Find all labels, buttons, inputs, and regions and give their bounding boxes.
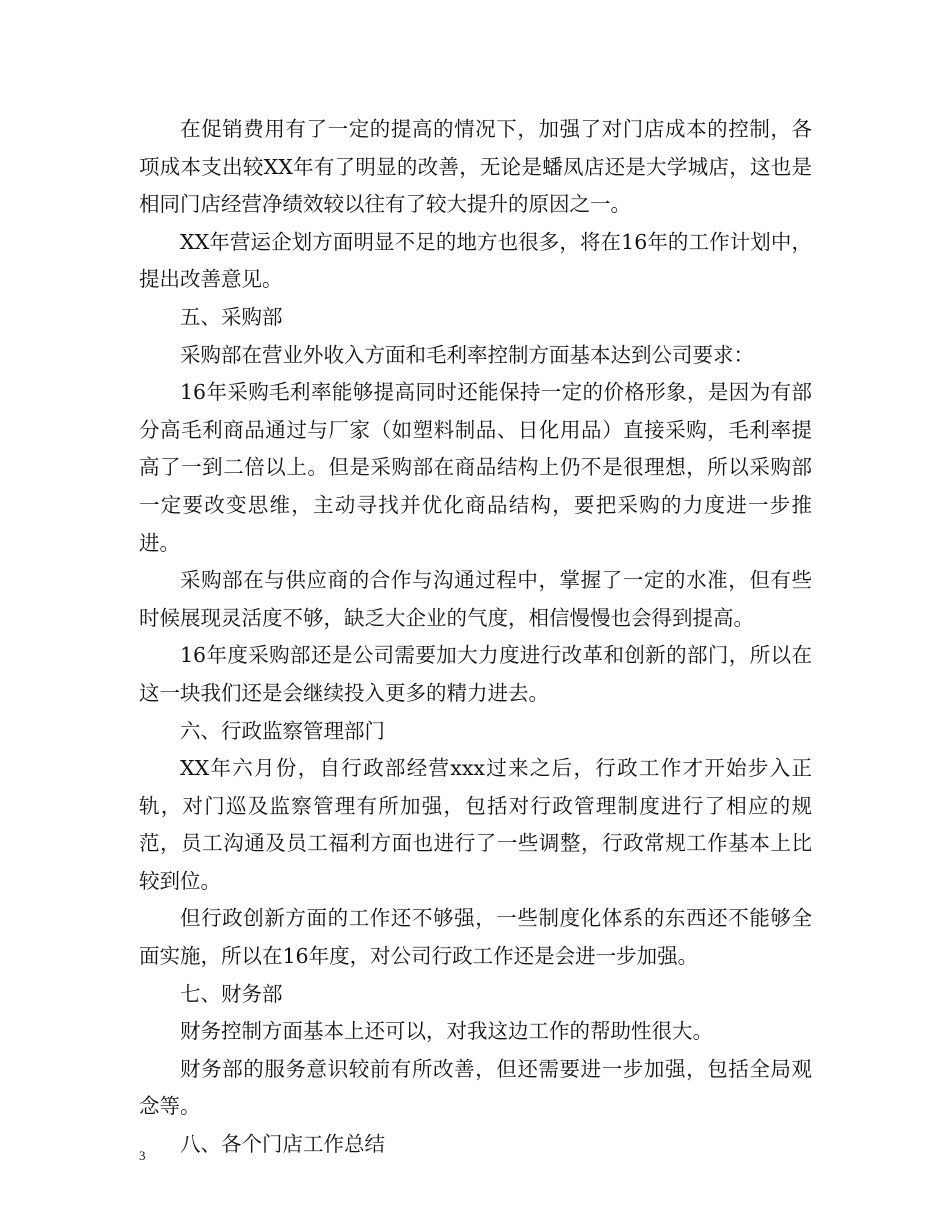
page-number: 3 — [139, 1148, 146, 1163]
section-heading-stores-summary: 八、各个门店工作总结 — [180, 1132, 385, 1157]
document-body — [139, 111, 812, 1164]
paragraph-administration-progress: XX年六月份，自行政部经营xxx过来之后，行政工作才开始步入正轨，对门巡及监察管理有所加强，包括对行政管理制度进行了相应的规范，员工沟通及员工福利方面也进行了一些调整，行政常规工作基本上比较到位。 — [139, 756, 812, 893]
paragraph-administration-innovation: 但行政创新方面的工作还不够强，一些制度化体系的东西还不能够全面实施，所以在16年度，对公司行政工作还是会进一步加强。 — [139, 906, 812, 969]
paragraph-purchasing-reform: 16年度采购部还是公司需要加大力度进行改革和创新的部门，所以在这一块我们还是会继续投入更多的精力进去。 — [139, 643, 812, 705]
paragraph-cost-control: 在促销费用有了一定的提高的情况下，加强了对门店成本的控制，各项成本支出较XX年有了明显的改善，无论是蟠凤店还是大学城店，这也是相同门店经营净绩效较以往有了较大提升的原因之一。 — [139, 117, 812, 217]
paragraph-purchasing-margin: 16年采购毛利率能够提高同时还能保持一定的价格形象，是因为有部分高毛利商品通过与厂家（如塑料制品、日化用品）直接采购，毛利率提高了一到二倍以上。但是采购部在商品结构上仍不是很理想，所以采购部一定要改变思维，主动寻找并优化商品结构，要把采购的力度进一步推进。 — [139, 380, 812, 555]
paragraph-purchasing-requirements: 采购部在营业外收入方面和毛利率控制方面基本达到公司要求： — [180, 342, 754, 367]
section-heading-purchasing: 五、采购部 — [180, 304, 283, 329]
paragraph-supplier-cooperation: 采购部在与供应商的合作与沟通过程中，掌握了一定的水准，但有些时候展现灵活度不够，缺乏大企业的气度，相信慢慢也会得到提高。 — [139, 568, 812, 630]
section-heading-finance: 七、财务部 — [180, 981, 283, 1006]
section-heading-administration: 六、行政监察管理部门 — [180, 718, 385, 743]
paragraph-finance-service: 财务部的服务意识较前有所改善，但还需要进一步加强，包括全局观念等。 — [139, 1056, 812, 1119]
paragraph-finance-control: 财务控制方面基本上还可以，对我这边工作的帮助性很大。 — [180, 1019, 713, 1044]
paragraph-planning-shortfall: XX年营运企划方面明显不足的地方也很多，将在16年的工作计划中，提出改善意见。 — [139, 229, 812, 292]
